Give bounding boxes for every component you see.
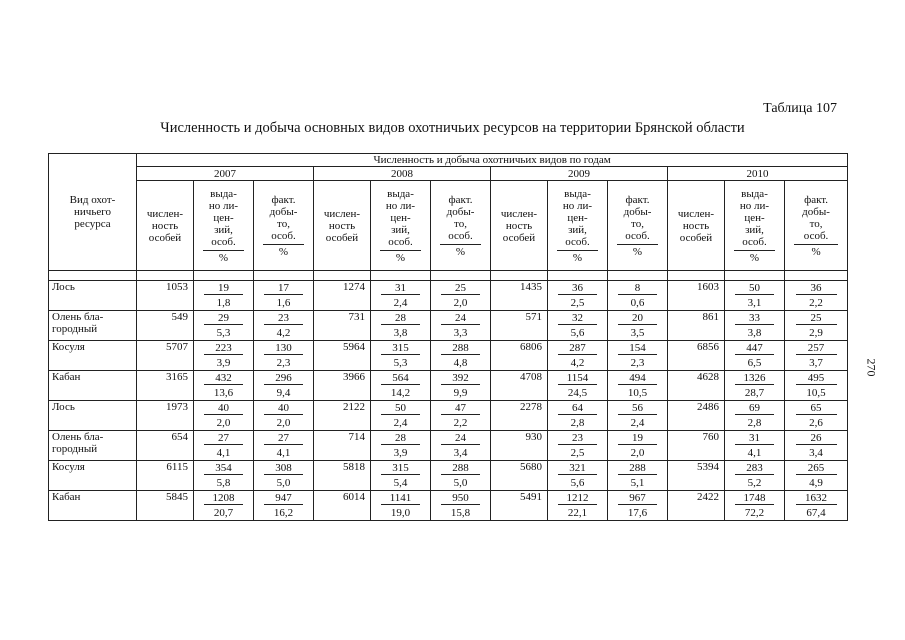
issued-value: 321	[558, 462, 597, 475]
issued-value: 223	[204, 342, 243, 355]
actual-value: 288	[618, 462, 657, 475]
issued-header	[548, 181, 608, 271]
year-header: 2009	[491, 167, 668, 181]
actual-percent: 2,6	[785, 416, 848, 431]
issued-percent: 5,3	[371, 356, 431, 371]
table-row	[49, 281, 848, 296]
population-count: 2422	[668, 491, 725, 521]
percent-label: %	[395, 251, 406, 264]
issued-percent: 13,6	[194, 386, 254, 401]
header-divider	[203, 250, 244, 251]
actual-value-cell	[608, 491, 668, 506]
population-count: 731	[314, 311, 371, 341]
issued-percent: 3,8	[371, 326, 431, 341]
issued-value-cell	[371, 281, 431, 296]
issued-percent: 2,5	[548, 446, 608, 461]
issued-value: 27	[204, 432, 243, 445]
population-count: 5394	[668, 461, 725, 491]
issued-value-cell	[194, 491, 254, 506]
actual-header	[431, 181, 491, 271]
issued-value: 1208	[204, 492, 243, 505]
hunting-resources-table	[48, 153, 848, 521]
group-header: Численность и добыча охотничьих видов по годам	[137, 154, 848, 167]
actual-value: 17	[264, 282, 303, 295]
actual-percent: 3,5	[608, 326, 668, 341]
issued-value: 19	[204, 282, 243, 295]
issued-percent: 2,4	[371, 416, 431, 431]
population-count: 1053	[137, 281, 194, 311]
actual-value-cell	[254, 281, 314, 296]
issued-value-cell	[548, 311, 608, 326]
issued-percent: 28,7	[725, 386, 785, 401]
actual-percent: 3,4	[785, 446, 848, 461]
actual-value: 257	[796, 342, 837, 355]
issued-percent: 5,8	[194, 476, 254, 491]
resource-name: Косуля	[49, 341, 137, 371]
actual-value: 65	[796, 402, 837, 415]
population-count: 2278	[491, 401, 548, 431]
actual-value: 19	[618, 432, 657, 445]
issued-header	[194, 181, 254, 271]
issued-percent: 2,8	[725, 416, 785, 431]
actual-value-cell	[254, 371, 314, 386]
actual-value: 25	[796, 312, 837, 325]
population-count: 5707	[137, 341, 194, 371]
issued-value-cell	[371, 491, 431, 506]
issued-value-cell	[725, 311, 785, 326]
population-count: 3966	[314, 371, 371, 401]
table-row	[49, 341, 848, 356]
header-label: выда- но ли- цен- зий, особ.	[739, 187, 770, 248]
issued-value: 50	[735, 282, 774, 295]
issued-value-cell	[725, 281, 785, 296]
actual-value: 27	[264, 432, 303, 445]
population-count: 3165	[137, 371, 194, 401]
issued-percent: 19,0	[371, 506, 431, 521]
actual-value-cell	[254, 341, 314, 356]
issued-value: 432	[204, 372, 243, 385]
actual-value-cell	[431, 341, 491, 356]
percent-label: %	[455, 245, 466, 258]
count-header: числен- ность особей	[668, 181, 725, 271]
header-divider	[263, 244, 304, 245]
actual-percent: 2,0	[608, 446, 668, 461]
actual-percent: 4,9	[785, 476, 848, 491]
actual-percent: 2,2	[785, 296, 848, 311]
actual-value-cell	[608, 371, 668, 386]
actual-value: 20	[618, 312, 657, 325]
issued-percent: 24,5	[548, 386, 608, 401]
actual-value: 392	[441, 372, 480, 385]
actual-value-cell	[431, 461, 491, 476]
percent-label: %	[218, 251, 229, 264]
issued-value-cell	[548, 341, 608, 356]
actual-value-cell	[785, 281, 848, 296]
actual-value-cell	[608, 311, 668, 326]
issued-value: 31	[381, 282, 420, 295]
issued-percent: 5,6	[548, 476, 608, 491]
population-count: 861	[668, 311, 725, 341]
issued-value-cell	[194, 431, 254, 446]
issued-value-cell	[725, 431, 785, 446]
actual-value-cell	[431, 491, 491, 506]
actual-value-cell	[785, 491, 848, 506]
issued-value: 1212	[558, 492, 597, 505]
issued-value-cell	[371, 401, 431, 416]
actual-value-cell	[431, 401, 491, 416]
actual-value: 947	[264, 492, 303, 505]
table-row	[49, 401, 848, 416]
issued-value: 1326	[735, 372, 774, 385]
count-header: числен- ность особей	[137, 181, 194, 271]
issued-value: 31	[735, 432, 774, 445]
population-count: 654	[137, 431, 194, 461]
issued-value: 36	[558, 282, 597, 295]
actual-percent: 1,6	[254, 296, 314, 311]
resource-name: Кабан	[49, 371, 137, 401]
actual-value: 288	[441, 462, 480, 475]
issued-percent: 4,2	[548, 356, 608, 371]
actual-percent: 3,7	[785, 356, 848, 371]
actual-value: 56	[618, 402, 657, 415]
year-header: 2007	[137, 167, 314, 181]
issued-percent: 3,1	[725, 296, 785, 311]
population-count: 2486	[668, 401, 725, 431]
actual-value: 8	[618, 282, 657, 295]
population-count: 5964	[314, 341, 371, 371]
population-count: 930	[491, 431, 548, 461]
header-label: факт. добы- то, особ.	[269, 193, 298, 242]
issued-percent: 5,3	[194, 326, 254, 341]
issued-percent: 3,9	[371, 446, 431, 461]
issued-value: 64	[558, 402, 597, 415]
actual-value: 494	[618, 372, 657, 385]
actual-percent: 4,8	[431, 356, 491, 371]
actual-value: 130	[264, 342, 303, 355]
header-label: факт. добы- то, особ.	[446, 193, 475, 242]
year-header: 2008	[314, 167, 491, 181]
issued-value-cell	[548, 281, 608, 296]
issued-value-cell	[548, 491, 608, 506]
population-count: 2122	[314, 401, 371, 431]
issued-value: 354	[204, 462, 243, 475]
header-label: факт. добы- то, особ.	[802, 193, 830, 242]
resource-name: Кабан	[49, 491, 137, 521]
issued-percent: 14,2	[371, 386, 431, 401]
actual-value: 950	[441, 492, 480, 505]
actual-value-cell	[431, 431, 491, 446]
actual-percent: 2,2	[431, 416, 491, 431]
issued-value-cell	[194, 341, 254, 356]
actual-value-cell	[431, 371, 491, 386]
table-title: Численность и добыча основных видов охотничьих ресурсов на территории Брянской области	[160, 120, 745, 136]
actual-percent: 3,4	[431, 446, 491, 461]
actual-value-cell	[431, 281, 491, 296]
header-divider	[380, 250, 421, 251]
population-count: 6806	[491, 341, 548, 371]
header-label: факт. добы- то, особ.	[623, 193, 652, 242]
actual-percent: 17,6	[608, 506, 668, 521]
issued-value: 1748	[735, 492, 774, 505]
actual-percent: 10,5	[608, 386, 668, 401]
issued-value: 447	[735, 342, 774, 355]
issued-value: 69	[735, 402, 774, 415]
table-row	[49, 461, 848, 476]
issued-value-cell	[725, 491, 785, 506]
actual-percent: 9,4	[254, 386, 314, 401]
actual-value-cell	[785, 401, 848, 416]
actual-percent: 2,4	[608, 416, 668, 431]
actual-percent: 2,9	[785, 326, 848, 341]
percent-label: %	[749, 251, 760, 264]
actual-percent: 2,0	[431, 296, 491, 311]
issued-percent: 2,8	[548, 416, 608, 431]
population-count: 4628	[668, 371, 725, 401]
issued-value: 23	[558, 432, 597, 445]
population-count: 549	[137, 311, 194, 341]
population-count: 1435	[491, 281, 548, 311]
issued-value: 564	[381, 372, 420, 385]
percent-label: %	[278, 245, 289, 258]
issued-percent: 5,6	[548, 326, 608, 341]
population-count: 1603	[668, 281, 725, 311]
issued-percent: 2,4	[371, 296, 431, 311]
actual-value: 265	[796, 462, 837, 475]
issued-value-cell	[371, 311, 431, 326]
actual-value: 24	[441, 432, 480, 445]
actual-value: 288	[441, 342, 480, 355]
header-label: выда- но ли- цен- зий, особ.	[208, 187, 239, 248]
population-count: 760	[668, 431, 725, 461]
issued-value-cell	[371, 371, 431, 386]
actual-value-cell	[785, 341, 848, 356]
issued-percent: 5,4	[371, 476, 431, 491]
actual-percent: 2,0	[254, 416, 314, 431]
issued-value-cell	[371, 431, 431, 446]
header-divider	[734, 250, 775, 251]
issued-value: 315	[381, 462, 420, 475]
actual-value: 967	[618, 492, 657, 505]
population-count: 714	[314, 431, 371, 461]
actual-percent: 5,1	[608, 476, 668, 491]
header-divider	[794, 244, 837, 245]
population-count: 5845	[137, 491, 194, 521]
issued-value-cell	[194, 401, 254, 416]
population-count: 1973	[137, 401, 194, 431]
issued-percent: 3,9	[194, 356, 254, 371]
issued-percent: 4,1	[725, 446, 785, 461]
actual-value: 40	[264, 402, 303, 415]
resource-name: Лось	[49, 401, 137, 431]
resource-name: Косуля	[49, 461, 137, 491]
issued-header	[725, 181, 785, 271]
actual-value-cell	[254, 311, 314, 326]
issued-value: 29	[204, 312, 243, 325]
issued-percent: 22,1	[548, 506, 608, 521]
table-row	[49, 311, 848, 326]
issued-value-cell	[371, 461, 431, 476]
header-label: выда- но ли- цен- зий, особ.	[562, 187, 593, 248]
percent-label: %	[811, 245, 821, 258]
actual-percent: 0,6	[608, 296, 668, 311]
actual-value-cell	[785, 461, 848, 476]
year-header: 2010	[668, 167, 848, 181]
actual-value-cell	[254, 401, 314, 416]
resource-name: Лось	[49, 281, 137, 311]
table-row	[49, 431, 848, 446]
actual-percent: 67,4	[785, 506, 848, 521]
issued-percent: 4,1	[194, 446, 254, 461]
population-count: 5491	[491, 491, 548, 521]
actual-header	[785, 181, 848, 271]
issued-value: 33	[735, 312, 774, 325]
issued-value-cell	[548, 461, 608, 476]
issued-value-cell	[725, 371, 785, 386]
issued-value: 28	[381, 312, 420, 325]
actual-value: 296	[264, 372, 303, 385]
count-header: числен- ность особей	[314, 181, 371, 271]
issued-percent: 2,0	[194, 416, 254, 431]
issued-value-cell	[725, 461, 785, 476]
issued-header	[371, 181, 431, 271]
header-divider	[440, 244, 481, 245]
issued-value: 283	[735, 462, 774, 475]
issued-value-cell	[194, 311, 254, 326]
actual-value-cell	[785, 311, 848, 326]
percent-label: %	[632, 245, 643, 258]
actual-value-cell	[431, 311, 491, 326]
resource-name: Олень бла- городный	[49, 311, 137, 341]
actual-value-cell	[608, 461, 668, 476]
issued-value-cell	[725, 341, 785, 356]
actual-value: 25	[441, 282, 480, 295]
issued-value: 32	[558, 312, 597, 325]
resource-name: Олень бла- городный	[49, 431, 137, 461]
actual-value-cell	[608, 431, 668, 446]
issued-percent: 1,8	[194, 296, 254, 311]
table-label: Таблица 107	[763, 101, 837, 116]
actual-percent: 5,0	[254, 476, 314, 491]
population-count: 6014	[314, 491, 371, 521]
issued-value: 1141	[381, 492, 420, 505]
actual-value-cell	[785, 431, 848, 446]
actual-percent: 2,3	[254, 356, 314, 371]
actual-percent: 9,9	[431, 386, 491, 401]
count-header: числен- ность особей	[491, 181, 548, 271]
actual-percent: 16,2	[254, 506, 314, 521]
actual-percent: 4,1	[254, 446, 314, 461]
actual-header	[608, 181, 668, 271]
actual-value-cell	[785, 371, 848, 386]
issued-percent: 2,5	[548, 296, 608, 311]
issued-value-cell	[725, 401, 785, 416]
issued-value: 1154	[558, 372, 597, 385]
actual-value-cell	[254, 491, 314, 506]
issued-value-cell	[371, 341, 431, 356]
table-row	[49, 371, 848, 386]
actual-value-cell	[254, 431, 314, 446]
population-count: 1274	[314, 281, 371, 311]
header-divider	[557, 250, 598, 251]
issued-percent: 5,2	[725, 476, 785, 491]
actual-value: 36	[796, 282, 837, 295]
issued-value: 28	[381, 432, 420, 445]
issued-percent: 3,8	[725, 326, 785, 341]
actual-value: 495	[796, 372, 837, 385]
spacer-row	[49, 271, 848, 281]
issued-percent: 20,7	[194, 506, 254, 521]
actual-percent: 2,3	[608, 356, 668, 371]
actual-value: 1632	[796, 492, 837, 505]
actual-value-cell	[254, 461, 314, 476]
actual-value: 23	[264, 312, 303, 325]
actual-percent: 5,0	[431, 476, 491, 491]
actual-value: 308	[264, 462, 303, 475]
issued-value-cell	[194, 281, 254, 296]
table-row	[49, 491, 848, 506]
population-count: 5818	[314, 461, 371, 491]
population-count: 571	[491, 311, 548, 341]
percent-label: %	[572, 251, 583, 264]
issued-percent: 72,2	[725, 506, 785, 521]
actual-value-cell	[608, 281, 668, 296]
actual-value: 47	[441, 402, 480, 415]
population-count: 6856	[668, 341, 725, 371]
issued-percent: 6,5	[725, 356, 785, 371]
actual-percent: 4,2	[254, 326, 314, 341]
actual-header	[254, 181, 314, 271]
issued-value: 40	[204, 402, 243, 415]
population-count: 4708	[491, 371, 548, 401]
issued-value: 50	[381, 402, 420, 415]
actual-percent: 10,5	[785, 386, 848, 401]
issued-value: 287	[558, 342, 597, 355]
header-label: выда- но ли- цен- зий, особ.	[385, 187, 416, 248]
issued-value-cell	[194, 461, 254, 476]
actual-percent: 3,3	[431, 326, 491, 341]
actual-value: 154	[618, 342, 657, 355]
actual-value: 24	[441, 312, 480, 325]
actual-value-cell	[608, 341, 668, 356]
issued-value-cell	[548, 431, 608, 446]
issued-value-cell	[548, 401, 608, 416]
issued-value: 315	[381, 342, 420, 355]
issued-value-cell	[194, 371, 254, 386]
issued-value-cell	[548, 371, 608, 386]
population-count: 6115	[137, 461, 194, 491]
page-number: 270	[864, 358, 879, 377]
population-count: 5680	[491, 461, 548, 491]
actual-percent: 15,8	[431, 506, 491, 521]
resource-header: Вид охот- ничьего ресурса	[49, 154, 137, 271]
header-divider	[617, 244, 658, 245]
actual-value-cell	[608, 401, 668, 416]
actual-value: 26	[796, 432, 837, 445]
